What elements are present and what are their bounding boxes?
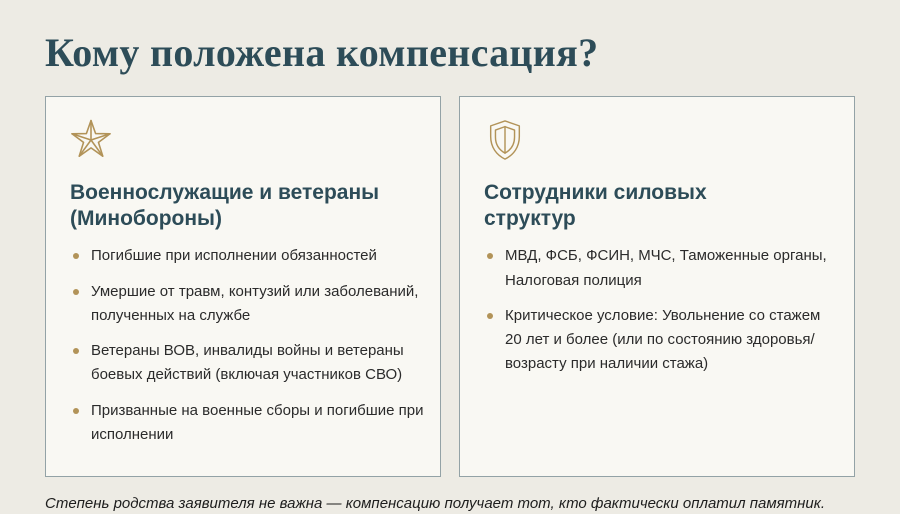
star-icon (70, 119, 112, 161)
list-item-text: Умершие от травм, контузий или заболеваний, полученных на службе (91, 282, 419, 324)
list-item-text: Критическое условие: Увольнение со стажем 20 лет и более (или по состоянию здоровья/возрасту при наличии стажа) (505, 306, 821, 373)
footer-note: Степень родства заявителя не важна — компенсацию получает тот, кто фактически оплатил памятник. (45, 495, 825, 513)
security-list (484, 244, 840, 376)
bullet-dot-icon (73, 408, 79, 414)
card-heading-security: Сотрудники силовых структур (484, 181, 707, 230)
list-item-text: Призванные на военные сборы и погибшие при исполнении (91, 401, 424, 443)
list-item (484, 304, 840, 377)
bullet-dot-icon (73, 348, 79, 354)
eligibility-card-security (459, 96, 855, 477)
list-item (70, 399, 426, 448)
page-title: Кому положена компенсация? (45, 30, 599, 75)
bullet-dot-icon (487, 253, 493, 259)
list-item-text: Погибшие при исполнении обязанностей (91, 247, 377, 265)
list-item (70, 244, 426, 268)
eligibility-card-military (45, 96, 441, 477)
card-heading-military: Военнослужащие и ветераны (Минобороны) (70, 181, 380, 230)
cards-row (45, 96, 855, 477)
list-item (70, 280, 426, 329)
list-item-text: Ветераны ВОВ, инвалиды войны и ветераны боевых действий (включая участников СВО) (91, 342, 404, 384)
military-list (70, 244, 426, 447)
list-item (484, 244, 840, 293)
list-item-text: МВД, ФСБ, ФСИН, МЧС, Таможенные органы, Налоговая полиция (505, 247, 827, 289)
bullet-dot-icon (487, 313, 493, 319)
bullet-dot-icon (73, 253, 79, 259)
shield-icon (484, 119, 526, 161)
list-item (70, 339, 426, 388)
bullet-dot-icon (73, 289, 79, 295)
